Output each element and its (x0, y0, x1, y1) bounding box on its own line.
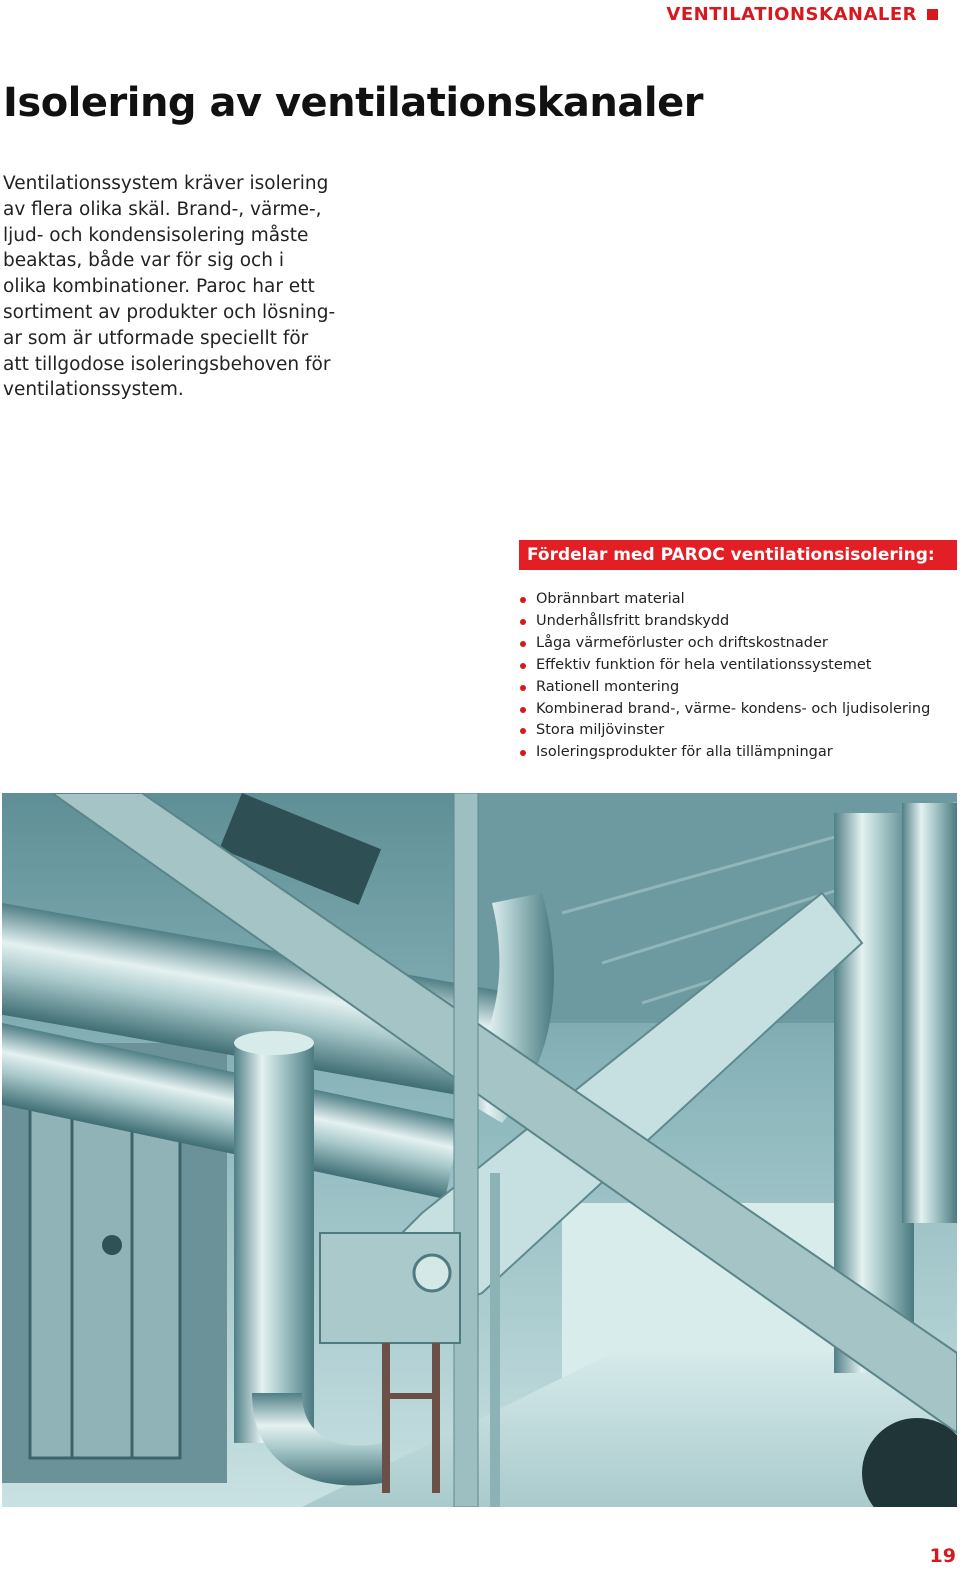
benefit-item (519, 655, 930, 677)
intro-line: olika kombinationer. Paroc har ett (3, 276, 315, 298)
intro-line: beaktas, både var för sig och i (3, 250, 284, 272)
page-number: 19 (929, 1545, 956, 1567)
benefit-text: Isoleringsprodukter för alla tillämpningar (536, 744, 833, 761)
ventilation-ducts-photo (2, 793, 957, 1507)
section-header (666, 4, 938, 25)
benefit-text: Underhållsfritt brandskydd (536, 612, 730, 629)
bullet-icon (520, 597, 526, 603)
intro-line: sortiment av produkter och lösning- (3, 301, 336, 323)
benefit-text: Låga värmeförluster och driftskostnader (536, 634, 828, 651)
benefit-text: Effektiv funktion för hela ventilationssystemet (536, 656, 872, 673)
benefits-list (519, 589, 930, 764)
benefit-item (519, 720, 930, 742)
benefit-item (519, 699, 930, 721)
bullet-icon (520, 685, 526, 691)
intro-line: ljud- och kondensisolering måste (3, 224, 309, 246)
benefit-item (519, 611, 930, 633)
intro-line: ventilationssystem. (3, 379, 184, 401)
benefit-text: Kombinerad brand-, värme- kondens- och ljudisolering (536, 700, 931, 717)
benefits-box (519, 540, 957, 761)
intro-line: av flera olika skäl. Brand-, värme-, (3, 198, 322, 220)
benefit-item (519, 677, 930, 699)
bullet-icon (520, 641, 526, 647)
bullet-icon (520, 619, 526, 625)
bullet-icon (520, 707, 526, 713)
ducts-illustration (2, 793, 957, 1507)
section-marker-square (927, 9, 938, 20)
section-label: VENTILATIONSKANALER (666, 4, 917, 25)
benefit-item (519, 742, 930, 764)
benefits-heading: Fördelar med PAROC ventilationsisolering: (519, 540, 957, 570)
page-title: Isolering av ventilationskanaler (3, 80, 703, 126)
benefit-text: Rationell montering (536, 678, 680, 695)
intro-paragraph (3, 171, 336, 403)
benefit-text: Stora miljövinster (536, 722, 665, 739)
bullet-icon (520, 663, 526, 669)
benefit-text: Obrännbart material (536, 591, 685, 607)
intro-line: ar som är utformade speciellt för (3, 327, 309, 349)
bullet-icon (520, 750, 526, 756)
intro-line: Ventilationssystem kräver isolering (3, 173, 329, 194)
benefit-item (519, 633, 930, 655)
intro-line: att tillgodose isoleringsbehoven för (3, 353, 331, 375)
bullet-icon (520, 728, 526, 734)
benefit-item (519, 589, 930, 611)
